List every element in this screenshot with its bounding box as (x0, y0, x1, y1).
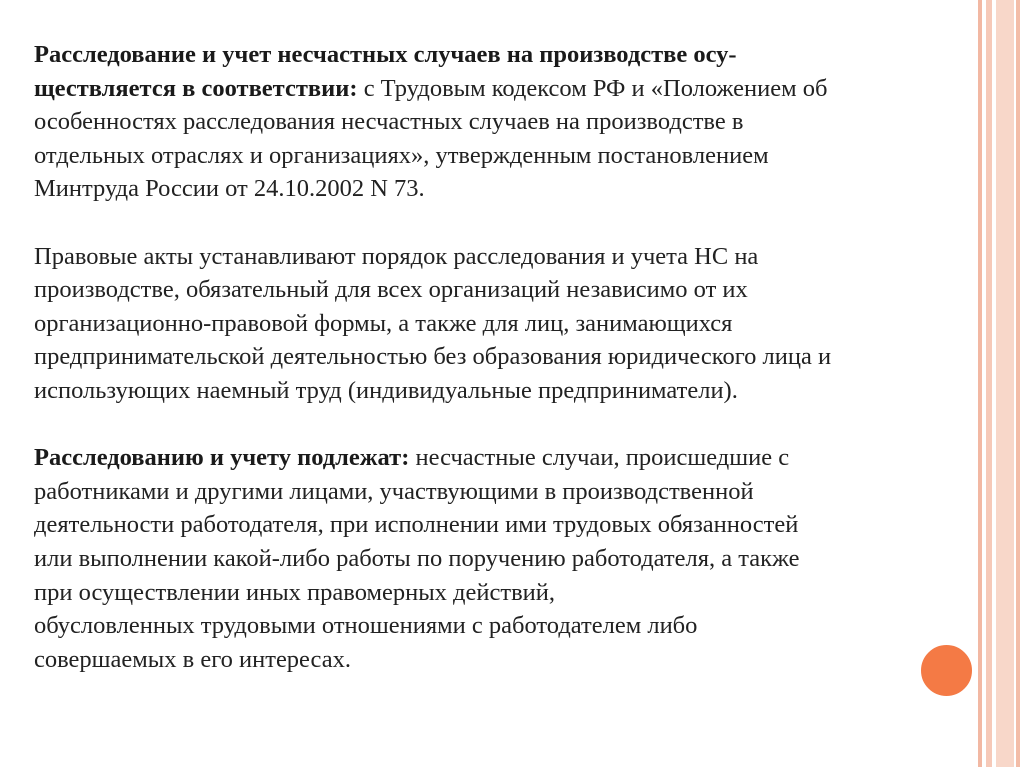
text-line (34, 172, 969, 206)
text-segment: Правовые акты устанавливают порядок расследования и учета НС на (34, 242, 759, 270)
text-line (34, 374, 969, 408)
text-line (34, 340, 969, 374)
paragraph (34, 240, 969, 408)
text-segment: с Трудовым кодексом РФ и «Положением об (357, 74, 828, 102)
text-line (34, 139, 969, 173)
text-segment: при осуществлении иных правомерных действий, (34, 578, 555, 606)
text-segment: или выполнении какой-либо работы по поручению работодателя, а также (34, 544, 800, 572)
text-segment: работниками и другими лицами, участвующими в производственной (34, 477, 754, 505)
text-segment: несчастные случаи, происшедшие с (409, 444, 790, 472)
decorative-stripe (986, 0, 992, 767)
text-segment: деятельности работодателя, при исполнении ими трудовых обязанностей (34, 511, 799, 539)
decorative-stripe (1016, 0, 1020, 767)
text-line (34, 576, 969, 610)
slide-body-text (34, 38, 969, 710)
text-segment: Минтруда России от 24.10.2002 N 73. (34, 175, 425, 203)
decorative-circle (917, 641, 976, 700)
text-line (34, 307, 969, 341)
text-segment: организационно-правовой формы, а также для лиц, занимающихся (34, 309, 733, 337)
text-line (34, 542, 969, 576)
decorative-stripe (996, 0, 1014, 767)
paragraph (34, 441, 969, 676)
text-line (34, 105, 969, 139)
text-segment: использующих наемный труд (индивидуальные предприниматели). (34, 376, 738, 404)
text-line (34, 240, 969, 274)
text-line (34, 609, 969, 643)
text-line (34, 273, 969, 307)
text-segment: отдельных отраслях и организациях», утвержденным постановлением (34, 141, 769, 169)
text-line (34, 475, 969, 509)
text-segment: обусловленных трудовыми отношениями с работодателем либо (34, 612, 698, 640)
bold-text-segment: ществляется в соответствии: (34, 74, 358, 102)
decorative-stripe (978, 0, 982, 767)
text-segment: совершаемых в его интересах. (34, 645, 351, 673)
text-segment: предпринимательской деятельностью без образования юридического лица и (34, 343, 832, 371)
paragraph (34, 38, 969, 206)
text-line (34, 38, 969, 72)
text-line (34, 441, 969, 475)
text-line (34, 72, 969, 106)
text-segment: производстве, обязательный для всех организаций независимо от их (34, 276, 748, 304)
text-line (34, 643, 969, 677)
bold-text-segment: Расследованию и учету подлежат: (34, 444, 410, 472)
text-line (34, 508, 969, 542)
text-segment: особенностях расследования несчастных случаев на производстве в (34, 108, 744, 136)
bold-text-segment: Расследование и учет несчастных случаев на производстве осу- (34, 41, 737, 68)
